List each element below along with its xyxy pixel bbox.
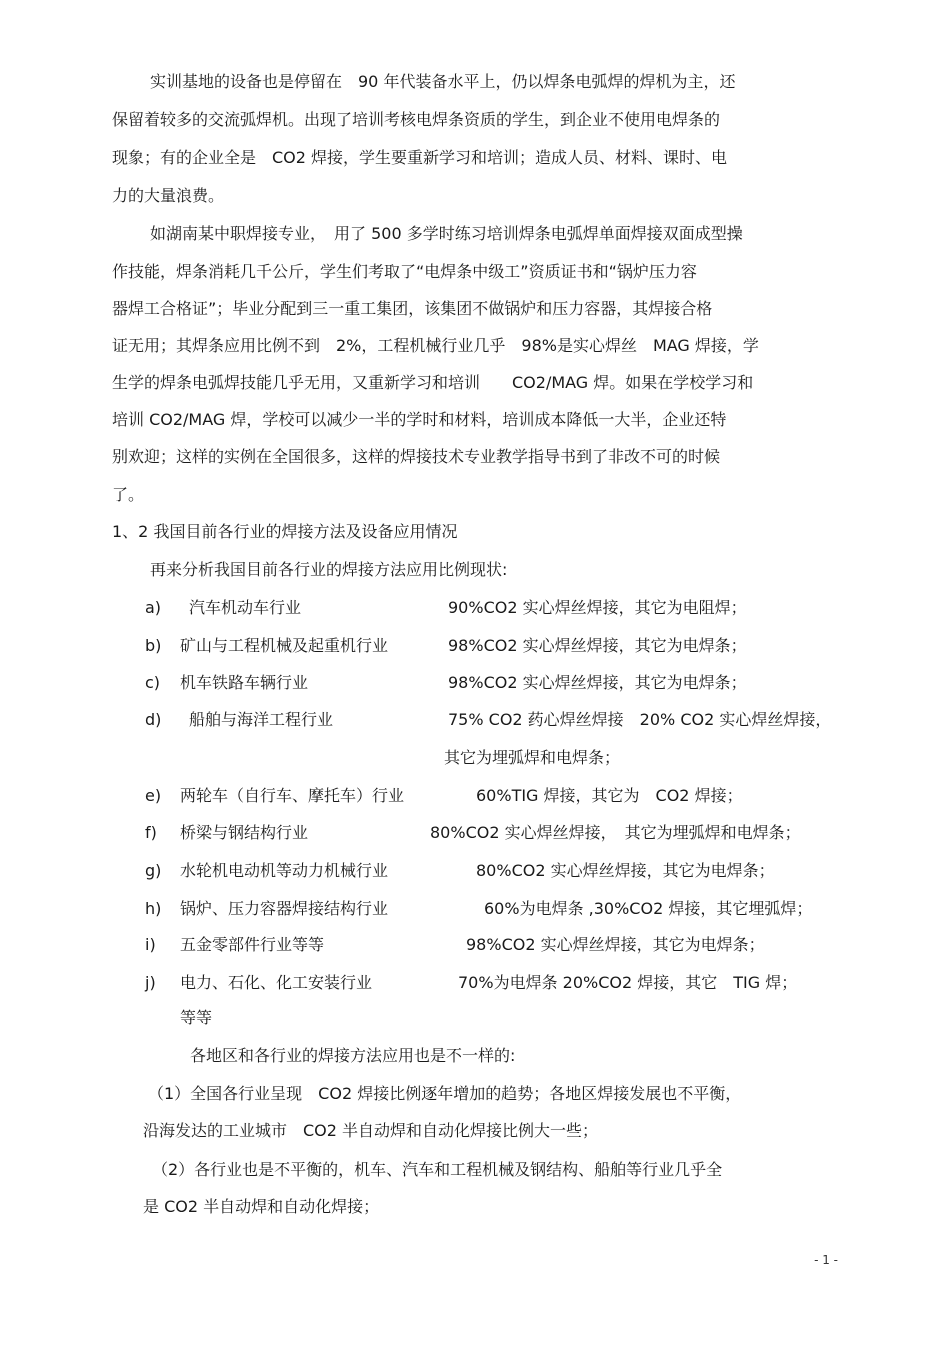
page-number: - 1 - [814, 1253, 838, 1267]
item-method: 70%为电焊条 20%CO2 焊接，其它 TIG 焊； [458, 973, 798, 992]
regional-intro: 各地区和各行业的焊接方法应用也是不一样的: [190, 1046, 516, 1065]
item-industry: 水轮机电动机等动力机械行业 [180, 861, 389, 880]
item-label: j) [145, 973, 156, 992]
example-line: 别欢迎；这样的实例在全国很多，这样的焊接技术专业教学指导书到了非改不可的时候 [112, 447, 721, 466]
example-line: 器焊工合格证”；毕业分配到三一重工集团，该集团不做锅炉和压力容器，其焊接合格 [112, 299, 713, 318]
intro-line: 实训基地的设备也是停留在 90 年代装备水平上，仍以焊条电弧焊的焊机为主，还 [150, 72, 736, 91]
example-line: 如湖南某中职焊接专业， 用了 500 多学时练习培训焊条电弧焊单面焊接双面成型操 [150, 224, 743, 243]
item-method: 98%CO2 实心焊丝焊接，其它为电焊条； [448, 636, 747, 655]
example-line: 证无用；其焊条应用比例不到 2%，工程机械行业几乎 98%是实心焊丝 MAG 焊接，学 [112, 336, 759, 355]
item-label: g) [145, 861, 162, 880]
item-industry: 桥梁与钢结构行业 [180, 823, 309, 842]
item-label: f) [145, 823, 157, 842]
example-line: 作技能，焊条消耗几千公斤，学生们考取了“电焊条中级工”资质证书和“锅炉压力容 [112, 262, 697, 281]
item-industry: 船舶与海洋工程行业 [189, 710, 334, 729]
analysis-intro: 再来分析我国目前各行业的焊接方法应用比例现状: [150, 560, 508, 579]
intro-line: 现象；有的企业全是 CO2 焊接，学生要重新学习和培训；造成人员、材料、课时、电 [112, 148, 728, 167]
item-method: 60%TIG 焊接，其它为 CO2 焊接； [476, 786, 743, 805]
example-line: 了。 [112, 485, 145, 504]
item-industry: 锅炉、压力容器焊接结构行业 [180, 899, 389, 918]
item-method: 98%CO2 实心焊丝焊接，其它为电焊条； [466, 935, 765, 954]
item-label: e) [145, 786, 162, 805]
example-line: 培训 CO2/MAG 焊，学校可以减少一半的学时和材料，培训成本降低一大半，企业还特 [112, 410, 727, 429]
point-line: 沿海发达的工业城市 CO2 半自动焊和自动化焊接比例大一些； [143, 1121, 599, 1140]
item-industry: 矿山与工程机械及起重机行业 [180, 636, 389, 655]
point-line: （1）全国各行业呈现 CO2 焊接比例逐年增加的趋势；各地区焊接发展也不平衡， [148, 1084, 742, 1103]
item-label: a) [145, 598, 162, 617]
point-line: （2）各行业也是不平衡的，机车、汽车和工程机械及钢结构、船舶等行业几乎全 [152, 1160, 723, 1179]
point-line: 是 CO2 半自动焊和自动化焊接； [143, 1197, 380, 1216]
item-method: 75% CO2 药心焊丝焊接 20% CO2 实心焊丝焊接， [448, 710, 832, 729]
item-industry: 电力、石化、化工安装行业 [180, 973, 373, 992]
item-method: 80%CO2 实心焊丝焊接， 其它为埋弧焊和电焊条； [430, 823, 801, 842]
section-heading: 1、2 我国目前各行业的焊接方法及设备应用情况 [112, 522, 458, 541]
item-industry: 汽车机动车行业 [189, 598, 302, 617]
intro-line: 力的大量浪费。 [112, 186, 225, 205]
item-method-continued: 其它为埋弧焊和电焊条； [444, 748, 621, 767]
item-label: h) [145, 899, 162, 918]
item-label: b) [145, 636, 162, 655]
item-method: 80%CO2 实心焊丝焊接，其它为电焊条； [476, 861, 775, 880]
item-industry: 两轮车（自行车、摩托车）行业 [180, 786, 405, 805]
intro-line: 保留着较多的交流弧焊机。出现了培训考核电焊条资质的学生，到企业不使用电焊条的 [112, 110, 721, 129]
example-line: 生学的焊条电弧焊技能几乎无用，又重新学习和培训 CO2/MAG 焊。如果在学校学习和 [112, 373, 754, 392]
item-industry: 五金零部件行业等等 [180, 935, 325, 954]
item-industry: 机车铁路车辆行业 [180, 673, 309, 692]
item-method: 60%为电焊条 ,30%CO2 焊接，其它埋弧焊； [484, 899, 813, 918]
item-label: d) [145, 710, 162, 729]
item-label: c) [145, 673, 161, 692]
item-method: 98%CO2 实心焊丝焊接，其它为电焊条； [448, 673, 747, 692]
item-label: i) [145, 935, 156, 954]
item-method: 90%CO2 实心焊丝焊接，其它为电阻焊； [448, 598, 747, 617]
item-industry-continued: 等等 [180, 1008, 213, 1027]
